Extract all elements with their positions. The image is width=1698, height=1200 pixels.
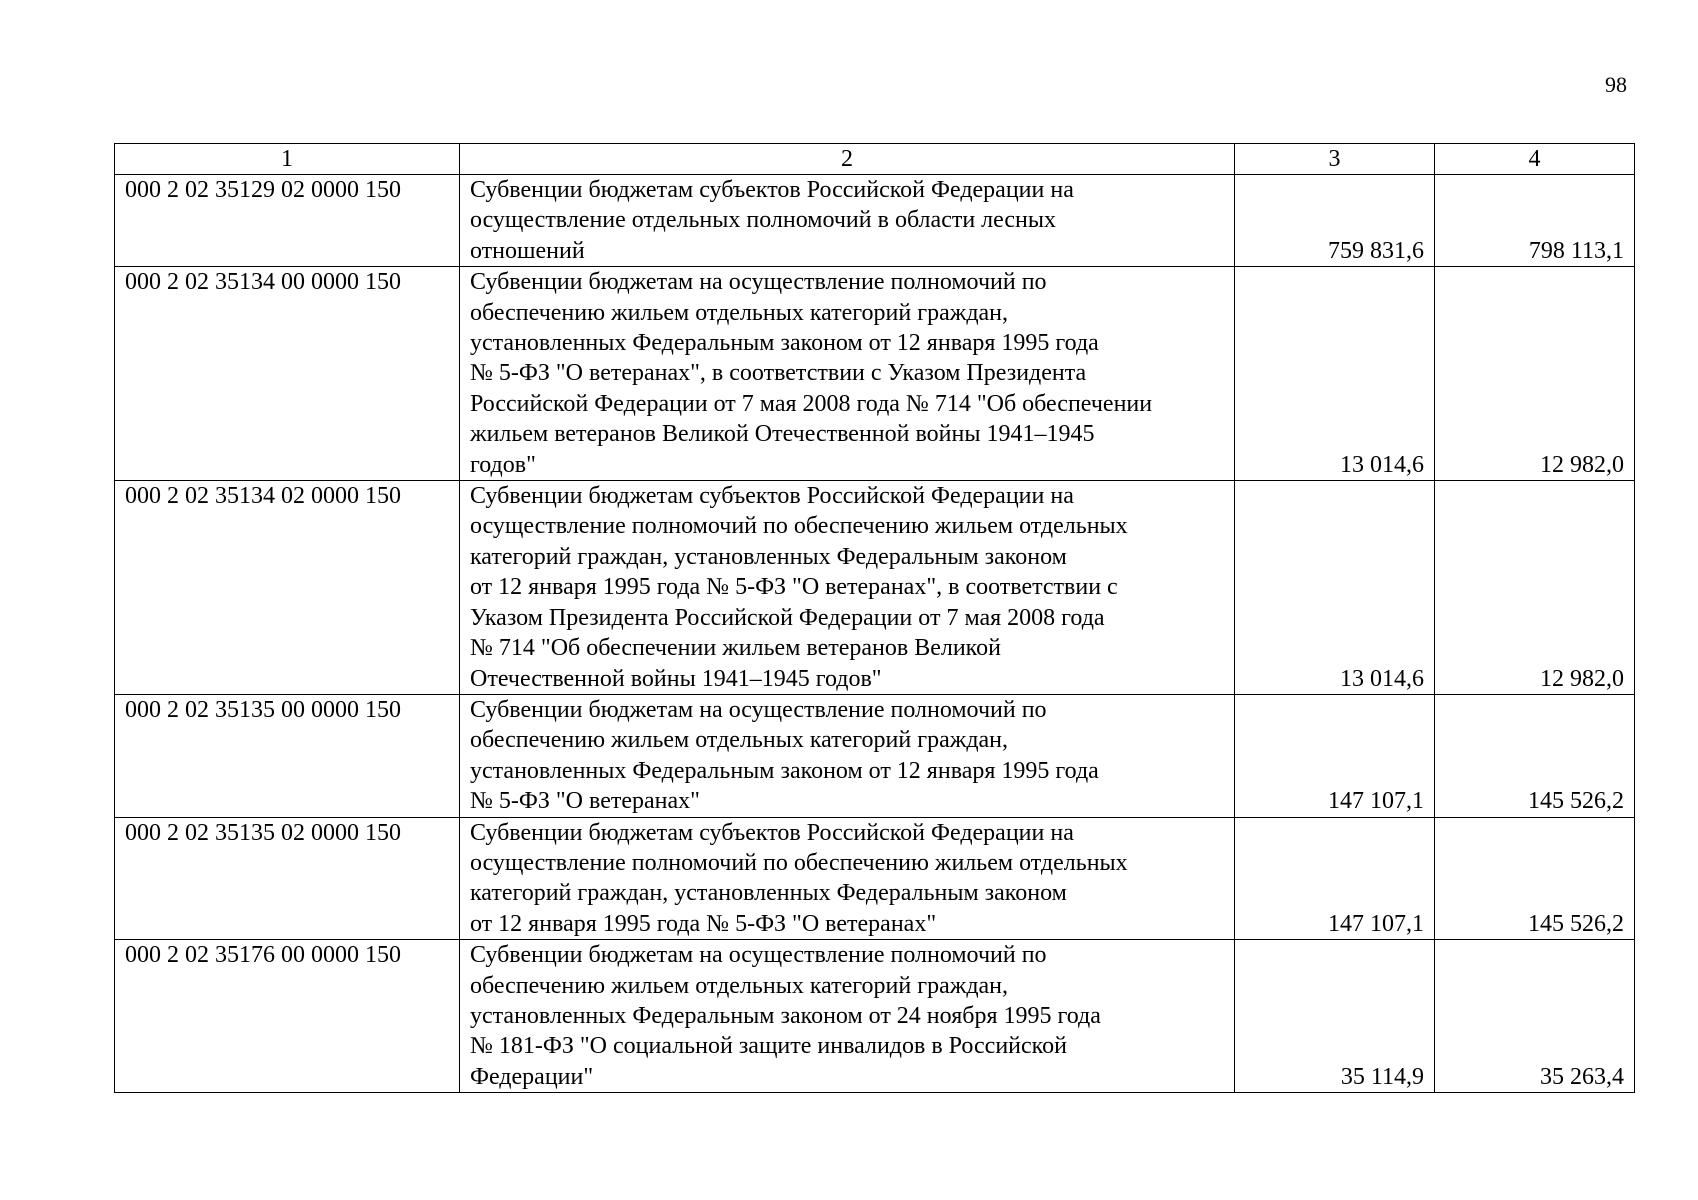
description-line: установленных Федеральным законом от 24 ноября 1995 года bbox=[470, 1002, 1101, 1029]
description-line: обеспечению жильем отдельных категорий граждан, bbox=[470, 972, 1009, 999]
description-line: № 714 "Об обеспечении жильем ветеранов Великой bbox=[470, 635, 1001, 662]
description-line: обеспечению жильем отдельных категорий граждан, bbox=[470, 727, 1009, 754]
description-line: Субвенции бюджетам на осуществление полномочий по bbox=[470, 942, 1047, 969]
description-line: Российской Федерации от 7 мая 2008 года № 714 "Об обеспечении bbox=[470, 390, 1153, 417]
table-row bbox=[115, 940, 1635, 1093]
description-line: от 12 января 1995 года № 5-ФЗ "О ветеранах", в соответствии с bbox=[470, 574, 1118, 601]
amount-col-4: 145 526,2 bbox=[1435, 694, 1635, 817]
description-line: отношений bbox=[470, 237, 585, 264]
budget-code: 000 2 02 35135 00 0000 150 bbox=[115, 694, 460, 817]
table-header bbox=[115, 144, 1635, 175]
table-row bbox=[115, 481, 1635, 695]
description-line: Субвенции бюджетам на осуществление полномочий по bbox=[470, 696, 1047, 723]
budget-code: 000 2 02 35129 02 0000 150 bbox=[115, 175, 460, 267]
description-line: установленных Федеральным законом от 12 января 1995 года bbox=[470, 330, 1099, 357]
amount-col-3: 13 014,6 bbox=[1235, 267, 1435, 481]
amount-col-4: 145 526,2 bbox=[1435, 817, 1635, 940]
description-line: жильем ветеранов Великой Отечественной войны 1941–1945 bbox=[470, 421, 1095, 448]
header-col-1: 1 bbox=[115, 144, 460, 175]
amount-col-4: 12 982,0 bbox=[1435, 267, 1635, 481]
budget-table bbox=[114, 143, 1635, 1093]
amount-col-3: 13 014,6 bbox=[1235, 481, 1435, 695]
description-line: № 5-ФЗ "О ветеранах", в соответствии с Указом Президента bbox=[470, 360, 1087, 387]
header-col-4: 4 bbox=[1435, 144, 1635, 175]
description-line: Федерации" bbox=[470, 1063, 594, 1090]
description bbox=[460, 817, 1235, 940]
header-row bbox=[115, 144, 1635, 175]
budget-code: 000 2 02 35134 02 0000 150 bbox=[115, 481, 460, 695]
budget-code: 000 2 02 35176 00 0000 150 bbox=[115, 940, 460, 1093]
description-line: № 181-ФЗ "О социальной защите инвалидов в Российской bbox=[470, 1033, 1067, 1060]
budget-code: 000 2 02 35134 00 0000 150 bbox=[115, 267, 460, 481]
description-line: осуществление полномочий по обеспечению жильем отдельных bbox=[470, 513, 1128, 540]
amount-col-3: 147 107,1 bbox=[1235, 694, 1435, 817]
description bbox=[460, 267, 1235, 481]
description-line: категорий граждан, установленных Федеральным законом bbox=[470, 543, 1067, 570]
table-body bbox=[115, 175, 1635, 1093]
description bbox=[460, 694, 1235, 817]
table-row bbox=[115, 267, 1635, 481]
description bbox=[460, 481, 1235, 695]
description-line: обеспечению жильем отдельных категорий граждан, bbox=[470, 299, 1009, 326]
amount-col-3: 147 107,1 bbox=[1235, 817, 1435, 940]
description-line: Субвенции бюджетам субъектов Российской Федерации на bbox=[470, 483, 1074, 510]
amount-col-3: 759 831,6 bbox=[1235, 175, 1435, 267]
description bbox=[460, 940, 1235, 1093]
description-line: годов" bbox=[470, 451, 536, 478]
description-line: установленных Федеральным законом от 12 января 1995 года bbox=[470, 757, 1099, 784]
description bbox=[460, 175, 1235, 267]
header-col-2: 2 bbox=[460, 144, 1235, 175]
description-line: категорий граждан, установленных Федеральным законом bbox=[470, 880, 1067, 907]
table-row bbox=[115, 694, 1635, 817]
description-line: № 5-ФЗ "О ветеранах" bbox=[470, 788, 700, 815]
description-line: Указом Президента Российской Федерации от 7 мая 2008 года bbox=[470, 604, 1105, 631]
description-line: осуществление отдельных полномочий в области лесных bbox=[470, 207, 1057, 234]
budget-code: 000 2 02 35135 02 0000 150 bbox=[115, 817, 460, 940]
amount-col-4: 798 113,1 bbox=[1435, 175, 1635, 267]
table-row bbox=[115, 175, 1635, 267]
amount-col-4: 35 263,4 bbox=[1435, 940, 1635, 1093]
description-line: Субвенции бюджетам на осуществление полномочий по bbox=[470, 269, 1047, 296]
amount-col-4: 12 982,0 bbox=[1435, 481, 1635, 695]
page-number: 98 bbox=[1605, 72, 1627, 97]
description-line: Отечественной войны 1941–1945 годов" bbox=[470, 665, 882, 692]
amount-col-3: 35 114,9 bbox=[1235, 940, 1435, 1093]
description-line: Субвенции бюджетам субъектов Российской Федерации на bbox=[470, 177, 1074, 203]
description-line: от 12 января 1995 года № 5-ФЗ "О ветеранах" bbox=[470, 910, 937, 937]
header-col-3: 3 bbox=[1235, 144, 1435, 175]
table-row bbox=[115, 817, 1635, 940]
description-line: Субвенции бюджетам субъектов Российской Федерации на bbox=[470, 819, 1074, 846]
description-line: осуществление полномочий по обеспечению жильем отдельных bbox=[470, 849, 1128, 876]
